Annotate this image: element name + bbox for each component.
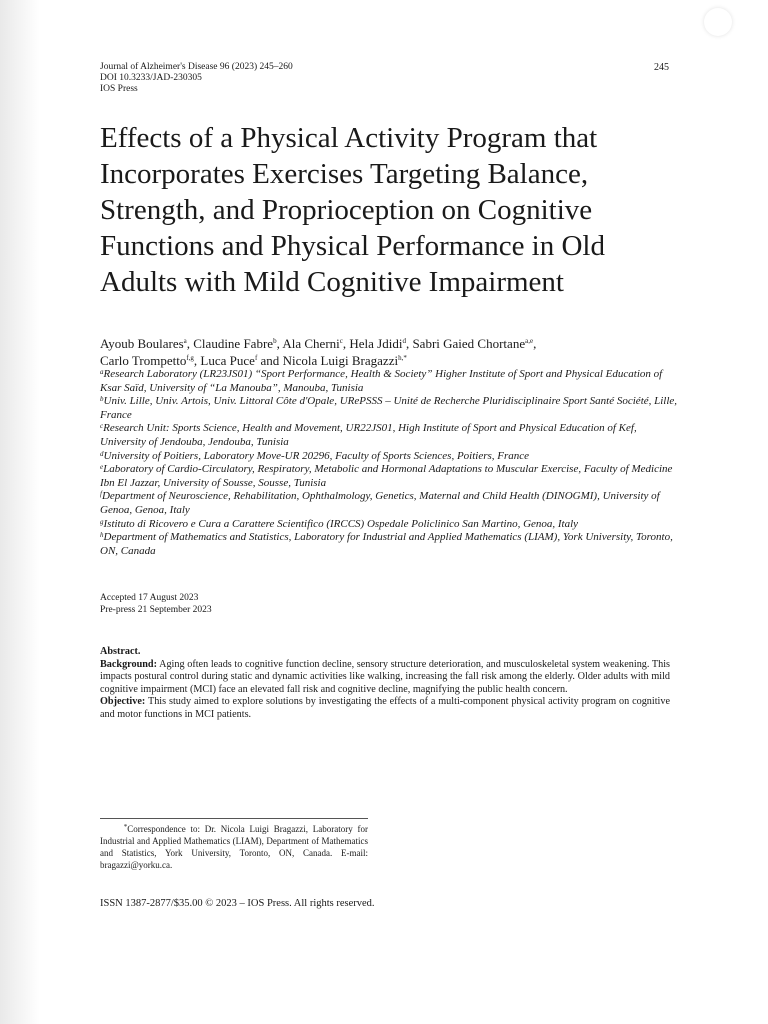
publisher: IOS Press (100, 84, 138, 94)
affiliation: $^f$Department of Neuroscience, Rehabilitation, Ophthalmology, Genetics, Maternal and Child Health (DINOGMI), University of Genoa, Genoa, Italy (100, 490, 660, 516)
affiliation: $^c$Research Unit: Sports Science, Health and Movement, UR22JS01, High Institute of Sport and Physical Education of Kef, University of Jendouba, Jendouba, Tunisia (100, 422, 637, 448)
correspondence-footnote: *Correspondence to: Dr. Nicola Luigi Bragazzi, Laboratory for Industrial and Applied Mathematics (LIAM), Department of Mathematics and Statistics, York University, Toronto, ON, Canada. E-mail: bragazzi@yorku.ca. (100, 823, 369, 870)
article-title: Effects of a Physical Activity Program that Incorporates Exercises Targeting Balance, Strength, and Proprioception on Cognitive Functions and Physical Performance in Old Adults with Mild Cognitive Impairment (100, 122, 605, 298)
author: Carlo Trompetto$^{f,g}$, (100, 353, 201, 368)
affiliations (100, 368, 680, 558)
author: Claudine Fabre$^b$, (193, 336, 283, 351)
affiliation: $^g$Istituto di Ricovero e Cura a Carattere Scientifico (IRCCS) Ospedale Policlinico San Martino, Genoa, Italy (100, 517, 579, 530)
author: Sabri Gaied Chortane$^{a,e}$, (412, 336, 537, 351)
author: Nicola Luigi Bragazzi$^{h,*}$ (282, 353, 407, 368)
prepress-date: Pre-press 21 September 2023 (100, 605, 212, 615)
affiliation: $^e$Laboratory of Cardio-Circulatory, Respiratory, Metabolic and Hormonal Adaptations to Muscular Exercise, Faculty of Medicine Ibn El Jazzar, University of Sousse, Sousse, Tunisia (100, 463, 673, 489)
author: Ayoub Boulares$^a$, (100, 336, 194, 351)
floating-circle-button[interactable] (704, 8, 732, 36)
doi[interactable]: DOI 10.3233/JAD-230305 (100, 73, 202, 83)
abstract (100, 646, 670, 721)
footnote-rule (100, 818, 368, 819)
author: Hela Jdidi$^d$, (349, 336, 413, 351)
author-list (100, 335, 680, 369)
affiliation: $^a$Research Laboratory (LR23JS01) “Sport Performance, Health & Society” Higher Institute of Sport and Physical Education of Ksar Saïd, University of “La Manouba”, Manouba, Tunisia (100, 368, 663, 394)
page-edge-shadow (0, 0, 40, 1024)
author: Ala Cherni$^c$, (282, 336, 350, 351)
abstract-objective: Objective: This study aimed to explore solutions by investigating the effects of a multi-component physical activity program on cognitive and motor functions in MCI patients. (100, 696, 670, 720)
affiliation: $^b$Univ. Lille, Univ. Artois, Univ. Littoral Côte d'Opale, URePSSS – Unité de Recherche Pluridisciplinaire Sport Santé Société, Lille, France (100, 395, 678, 421)
abstract-background: Background: Aging often leads to cognitive function decline, sensory structure deterioration, and musculoskeletal system weakening. This impacts postural control during static and dynamic activities like walking, increasing the fall risk among the elderly. Older adults with mild cognitive impairment (MCI) face an elevated fall risk and cognitive decline, magnifying the public health concern. (100, 658, 671, 695)
publication-dates (100, 592, 212, 616)
affiliation: $^d$University of Poitiers, Laboratory Move-UR 20296, Faculty of Sports Sciences, Poitiers, France (100, 449, 530, 462)
issn-copyright: ISSN 1387-2877/$35.00 © 2023 – IOS Press. All rights reserved. (100, 898, 375, 909)
page-number: 245 (654, 62, 669, 73)
abstract-heading: Abstract. (100, 646, 141, 657)
journal-header (100, 62, 293, 95)
accepted-date: Accepted 17 August 2023 (100, 593, 199, 603)
affiliation: $^h$Department of Mathematics and Statistics, Laboratory for Industrial and Applied Mathematics (LIAM), York University, Toronto, ON, Canada (100, 531, 673, 557)
author: Luca Puce$^f$ and (200, 353, 283, 368)
journal-citation: Journal of Alzheimer's Disease 96 (2023) 245–260 (100, 62, 293, 72)
